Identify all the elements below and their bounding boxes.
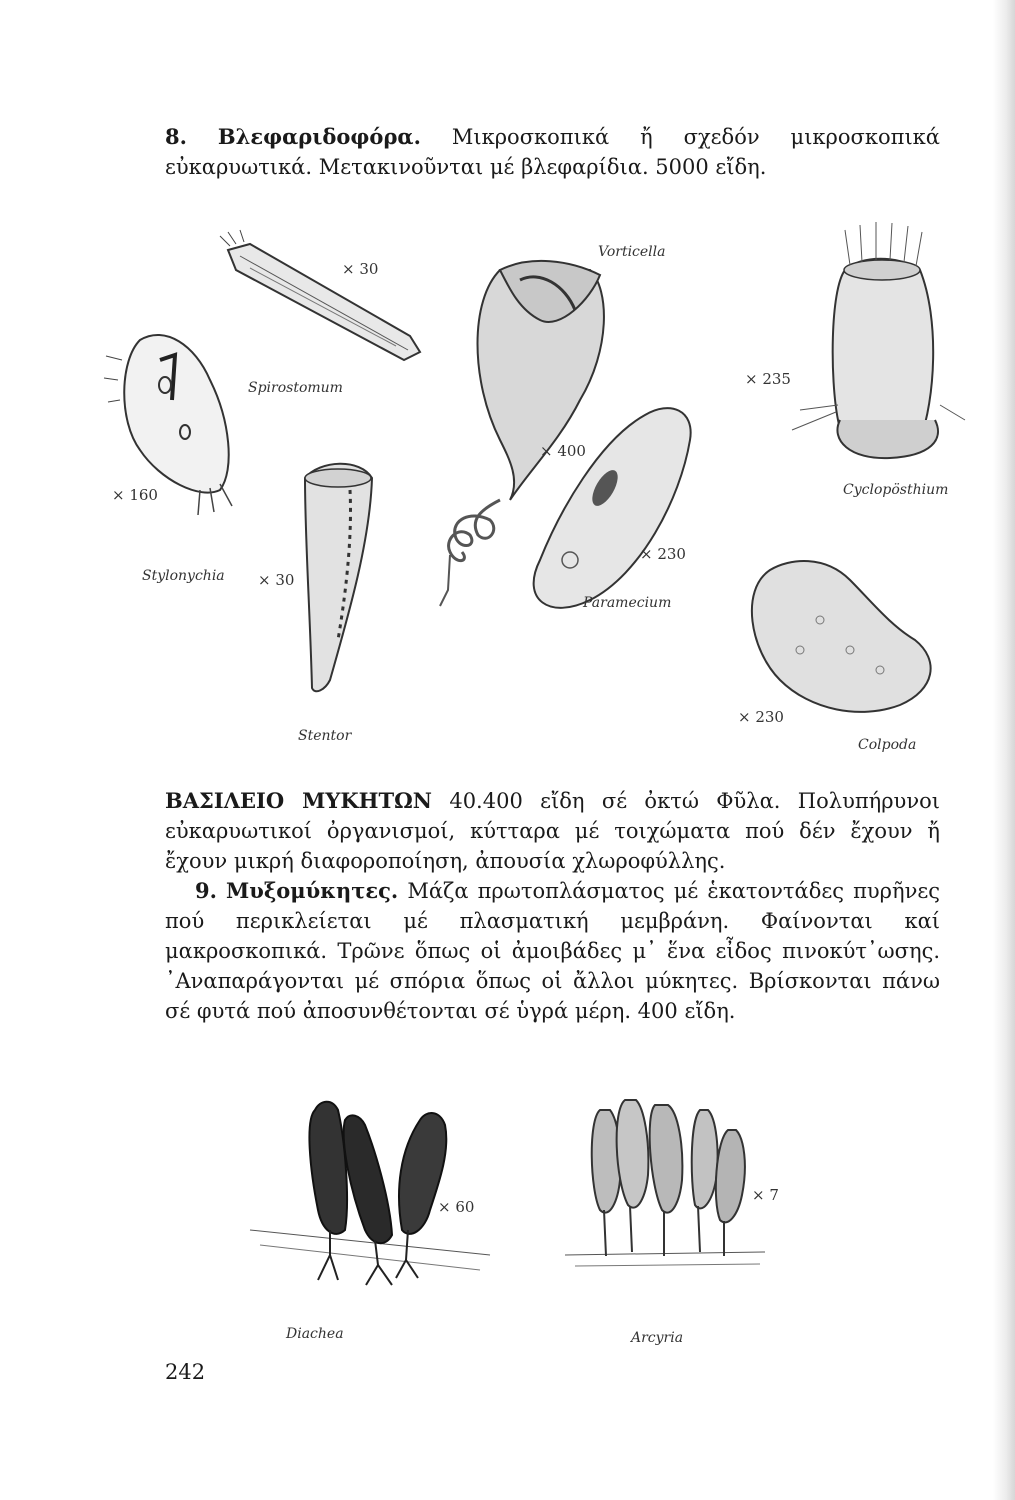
arcyria-drawing (565, 1100, 765, 1266)
mag-stylonychia: × 160 (112, 486, 158, 504)
mag-diachea: × 60 (438, 1198, 475, 1216)
section-8-text: Μικροσκοπικά ἤ σχεδόν μικροσκοπικά εὐκαρυωτικά. Μετακινοῦνται μέ βλεφαρίδια. 5000 εἴδη. (165, 125, 940, 179)
label-colpoda: Colpoda (858, 737, 917, 753)
section-9-paragraph (165, 876, 940, 1026)
mag-colpoda: × 230 (738, 708, 784, 726)
kingdom-text: 40.400 εἴδη σέ ὀκτώ Φῦλα. Πολυπήρυνοι εὐκαρυωτικοί ὀργανισμοί, κύτταρα μέ τοιχώματα πού δέν ἔχουν ἤ ἔχουν μικρή διαφοροποίηση, ἀπουσία χλωροφύλλης. (165, 789, 940, 873)
section-8-title: Βλεφαριδοφόρα. (217, 124, 421, 149)
kingdom-title: ΒΑΣΙΛΕΙΟ ΜΥΚΗΤΩΝ (165, 788, 432, 813)
mag-paramecium: × 230 (640, 545, 686, 563)
section-9-number: 9. (195, 878, 217, 903)
section-8-number: 8. (165, 124, 187, 149)
spirostomum-drawing (220, 230, 420, 360)
mag-vorticella: × 400 (540, 442, 586, 460)
mag-spirostomum: × 30 (342, 260, 379, 278)
label-stentor: Stentor (298, 728, 352, 744)
page-number: 242 (165, 1360, 206, 1384)
label-stylonychia: Stylonychia (142, 568, 225, 584)
label-spirostomum: Spirostomum (248, 380, 343, 396)
label-paramecium: Paramecium (583, 595, 672, 611)
colpoda-drawing (752, 561, 931, 712)
mag-stentor: × 30 (258, 571, 295, 589)
label-arcyria: Arcyria (631, 1330, 684, 1346)
diachea-drawing (250, 1102, 490, 1285)
label-diachea: Diachea (286, 1326, 344, 1342)
mag-arcyria: × 7 (752, 1186, 779, 1204)
cyclopostium-drawing (792, 222, 965, 458)
section-9-title: Μυξομύκητες. (226, 878, 399, 903)
section-9-text: Μάζα πρωτοπλάσματος μέ ἑκατοντάδες πυρῆνες πού περικλείεται μέ πλασματική μεμβράνη. Φαίνονται καί μακροσκοπικά. Τρῶνε ὅπως οἱ ἀμοιβάδες μ᾽ ἕνα εἶδος πινοκύτ᾽ωσης. ᾽Αναπαράγονται μέ σπόρια ὅπως οἱ ἄλλοι μύκητες. Βρίσκονται πάνω σέ φυτά πού ἀποσυνθέτονται σέ ὑγρά μέρη. 400 εἴδη. (165, 879, 940, 1023)
stentor-drawing (305, 464, 372, 692)
mag-cyclopostium: × 235 (745, 370, 791, 388)
label-cyclopostium: Cyclopösthium (843, 482, 949, 498)
slime-molds-figure (0, 1080, 1015, 1340)
label-vorticella: Vorticella (598, 244, 666, 260)
kingdom-fungi-paragraph (165, 786, 940, 876)
